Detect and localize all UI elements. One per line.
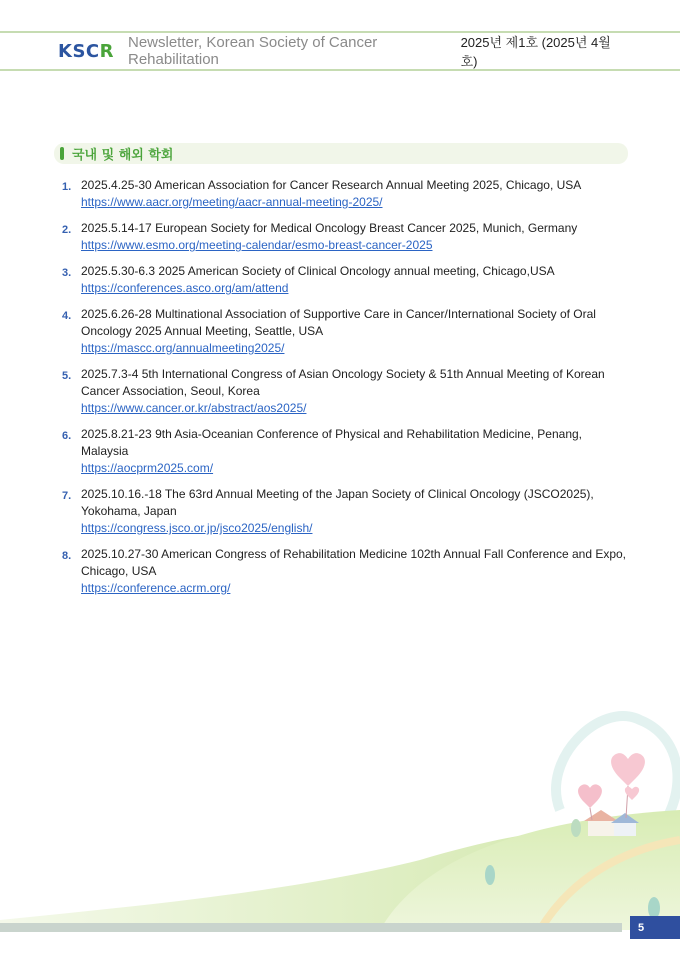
kscr-logo: KSCR [58, 40, 114, 62]
conference-item [62, 263, 632, 297]
conference-link[interactable]: https://mascc.org/annualmeeting2025/ [81, 341, 285, 355]
landscape-illustration [0, 690, 680, 930]
page-number: 5 [630, 916, 680, 939]
tree-icon [485, 865, 495, 885]
conference-item [62, 177, 632, 211]
house-icon [584, 810, 639, 836]
conference-text: 2025.10.16.-18 The 63rd Annual Meeting of the Japan Society of Clinical Oncology (JSCO2025), Yokohama, Japan [81, 487, 594, 518]
conference-text: 2025.7.3-4 5th International Congress of Asian Oncology Society & 51th Annual Meeting of Korean Cancer Association, Seoul, Korea [81, 367, 605, 398]
item-number: 3. [62, 267, 72, 279]
footer-bar [0, 923, 622, 932]
item-body [81, 546, 632, 597]
page-header [58, 34, 622, 68]
item-number: 6. [62, 430, 72, 442]
conference-list [62, 177, 632, 606]
item-number: 1. [62, 181, 72, 193]
conference-text: 2025.6.26-28 Multinational Association of Supportive Care in Cancer/International Society of Oral Oncology 2025 Annual Meeting, Seattle, USA [81, 307, 596, 338]
conference-item [62, 426, 632, 477]
newsletter-title: Newsletter, Korean Society of Cancer Rehabilitation [128, 34, 378, 68]
item-body [81, 426, 632, 477]
conference-link[interactable]: https://conferences.asco.org/am/attend [81, 281, 289, 295]
item-body [81, 263, 632, 297]
section-title: 국내 및 해외 학회 [72, 148, 174, 163]
conference-text: 2025.5.30-6.3 2025 American Society of Clinical Oncology annual meeting, Chicago,USA [81, 264, 555, 278]
conference-item [62, 306, 632, 357]
item-number: 4. [62, 310, 72, 322]
conference-text: 2025.10.27-30 American Congress of Rehabilitation Medicine 102th Annual Fall Conference and Expo, Chicago, USA [81, 547, 627, 578]
conference-link[interactable]: https://www.cancer.or.kr/abstract/aos2025/ [81, 401, 307, 415]
item-body [81, 366, 632, 417]
heart-balloon-icon [578, 753, 645, 820]
section-heading [54, 143, 628, 164]
item-body [81, 486, 632, 537]
item-body [81, 220, 632, 254]
section-marker [60, 147, 64, 160]
conference-item [62, 486, 632, 537]
tree-icon [571, 819, 581, 837]
item-body [81, 306, 632, 357]
conference-link[interactable]: https://conference.acrm.org/ [81, 581, 231, 595]
conference-item [62, 546, 632, 597]
conference-text: 2025.4.25-30 American Association for Cancer Research Annual Meeting 2025, Chicago, USA [81, 178, 582, 192]
conference-item [62, 366, 632, 417]
conference-text: 2025.5.14-17 European Society for Medical Oncology Breast Cancer 2025, Munich, Germany [81, 221, 578, 235]
conference-link[interactable]: https://www.aacr.org/meeting/aacr-annual-meeting-2025/ [81, 195, 383, 209]
item-body [81, 177, 632, 211]
issue-label: 2025년 제1호 (2025년 4월호) [460, 35, 611, 69]
conference-item [62, 220, 632, 254]
conference-text: 2025.8.21-23 9th Asia-Oceanian Conference of Physical and Rehabilitation Medicine, Penang, Malaysia [81, 427, 582, 458]
item-number: 5. [62, 370, 72, 382]
conference-link[interactable]: https://aocprm2025.com/ [81, 461, 214, 475]
header-bottom-rule [0, 69, 680, 71]
item-number: 2. [62, 224, 72, 236]
conference-link[interactable]: https://www.esmo.org/meeting-calendar/esmo-breast-cancer-2025 [81, 238, 433, 252]
conference-link[interactable]: https://congress.jsco.or.jp/jsco2025/english/ [81, 521, 313, 535]
item-number: 8. [62, 550, 72, 562]
item-number: 7. [62, 490, 72, 502]
